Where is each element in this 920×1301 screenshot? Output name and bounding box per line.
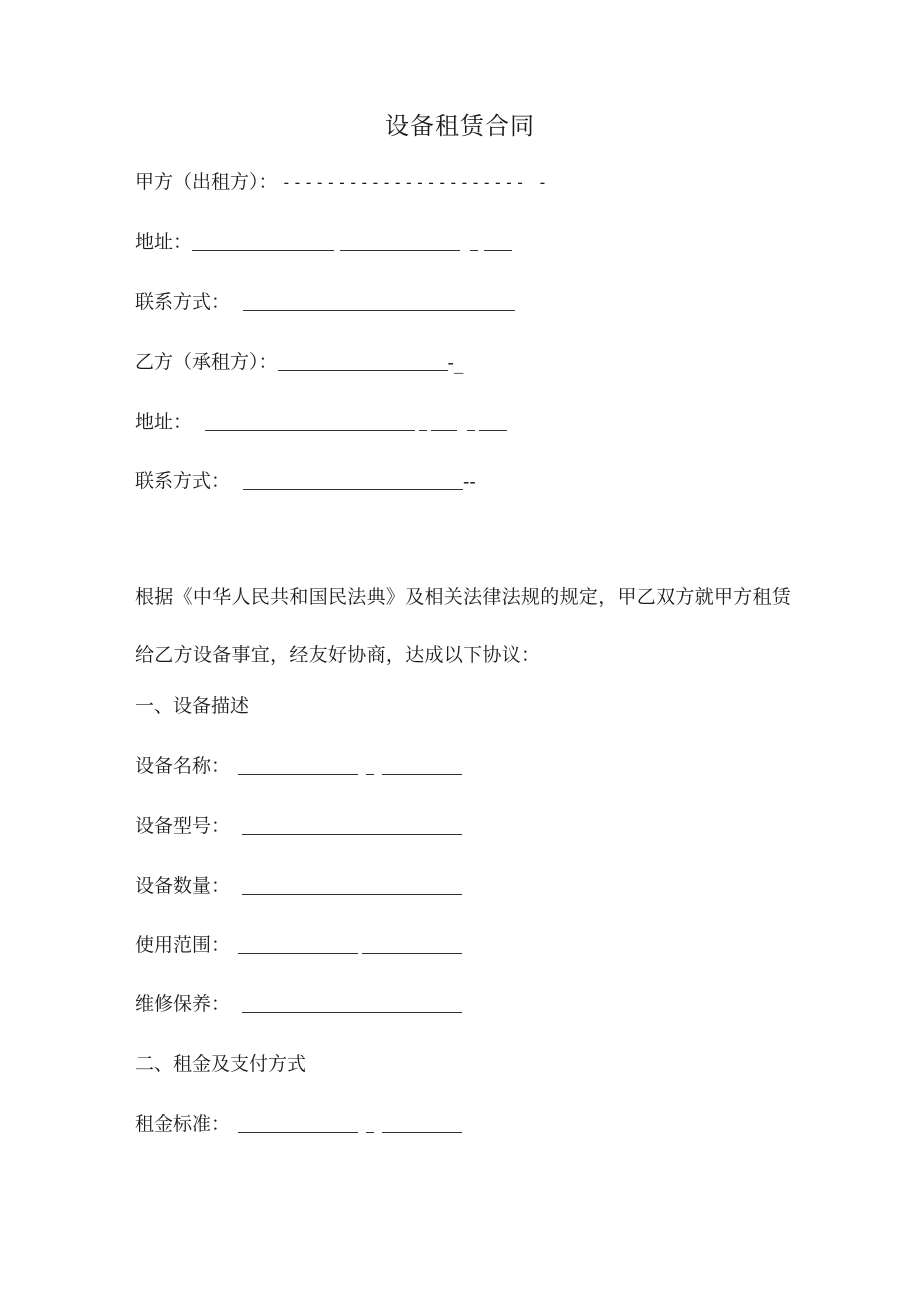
equipment-quantity-label: 设备数量： — [135, 875, 231, 897]
party-a-fill: ---------------------- - — [281, 173, 549, 192]
party-b-contact-tail: -- — [463, 471, 476, 493]
party-b-line — [135, 348, 463, 374]
party-a-address-label: 地址： — [135, 231, 193, 253]
section-2-heading-text: 二、租金及支付方式 — [135, 1053, 307, 1075]
party-a-address-blank — [192, 232, 334, 251]
rent-standard-line — [135, 1110, 462, 1136]
rent-standard-label: 租金标准： — [135, 1113, 231, 1135]
party-a-label: 甲方（出租方）： — [135, 171, 278, 193]
intro-paragraph: 根据《中华人民共和国民法典》及相关法律法规的规定，甲乙双方就甲方租赁给乙方设备事宜，经友好协商，达成以下协议： — [135, 586, 792, 666]
maintenance-line — [135, 990, 462, 1016]
rent-standard-blank-3 — [382, 1114, 462, 1133]
party-b-address-blank — [205, 412, 415, 431]
equipment-name-blank-3 — [382, 756, 462, 775]
usage-scope-blank-2 — [362, 935, 462, 954]
party-b-address-blank-3 — [431, 412, 457, 431]
party-b-address-blank-4 — [467, 412, 475, 431]
maintenance-blank — [242, 994, 462, 1013]
party-a-contact-blank — [243, 292, 515, 311]
party-b-label: 乙方（承租方）： — [135, 351, 278, 373]
section-1-heading-text: 一、设备描述 — [135, 695, 250, 717]
party-b-address-line — [135, 408, 507, 434]
party-b-address-label: 地址： — [135, 411, 193, 433]
section-2-heading — [135, 1050, 306, 1076]
party-a-address-line — [135, 228, 512, 254]
equipment-name-line — [135, 752, 462, 778]
party-b-address-blank-2 — [419, 412, 427, 431]
rent-standard-blank-2 — [366, 1114, 374, 1133]
party-b-address-blank-5 — [479, 412, 507, 431]
equipment-model-label: 设备型号： — [135, 815, 231, 837]
party-a-address-blank-4 — [484, 232, 512, 251]
party-a-line — [135, 168, 549, 194]
maintenance-label: 维修保养： — [135, 993, 231, 1015]
party-b-fill-tail: -_ — [447, 352, 464, 374]
usage-scope-blank — [238, 935, 358, 954]
page-title: 设备租赁合同 — [385, 112, 535, 140]
usage-scope-line — [135, 931, 462, 957]
usage-scope-label: 使用范围： — [135, 934, 231, 956]
equipment-quantity-blank — [242, 876, 462, 895]
party-a-contact-line — [135, 288, 515, 314]
equipment-name-blank — [238, 756, 358, 775]
party-a-address-blank-3 — [470, 232, 478, 251]
equipment-model-blank — [242, 816, 462, 835]
party-b-blank — [278, 352, 448, 371]
equipment-model-line — [135, 812, 462, 838]
equipment-quantity-line — [135, 872, 462, 898]
section-1-heading — [135, 692, 249, 718]
party-a-contact-label: 联系方式： — [135, 291, 231, 313]
equipment-name-label: 设备名称： — [135, 755, 231, 777]
rent-standard-blank — [238, 1114, 358, 1133]
party-b-contact-blank — [243, 471, 463, 490]
party-b-contact-label: 联系方式： — [135, 470, 231, 492]
party-b-contact-line — [135, 467, 476, 493]
equipment-name-blank-2 — [366, 756, 374, 775]
party-a-address-blank-2 — [340, 232, 460, 251]
